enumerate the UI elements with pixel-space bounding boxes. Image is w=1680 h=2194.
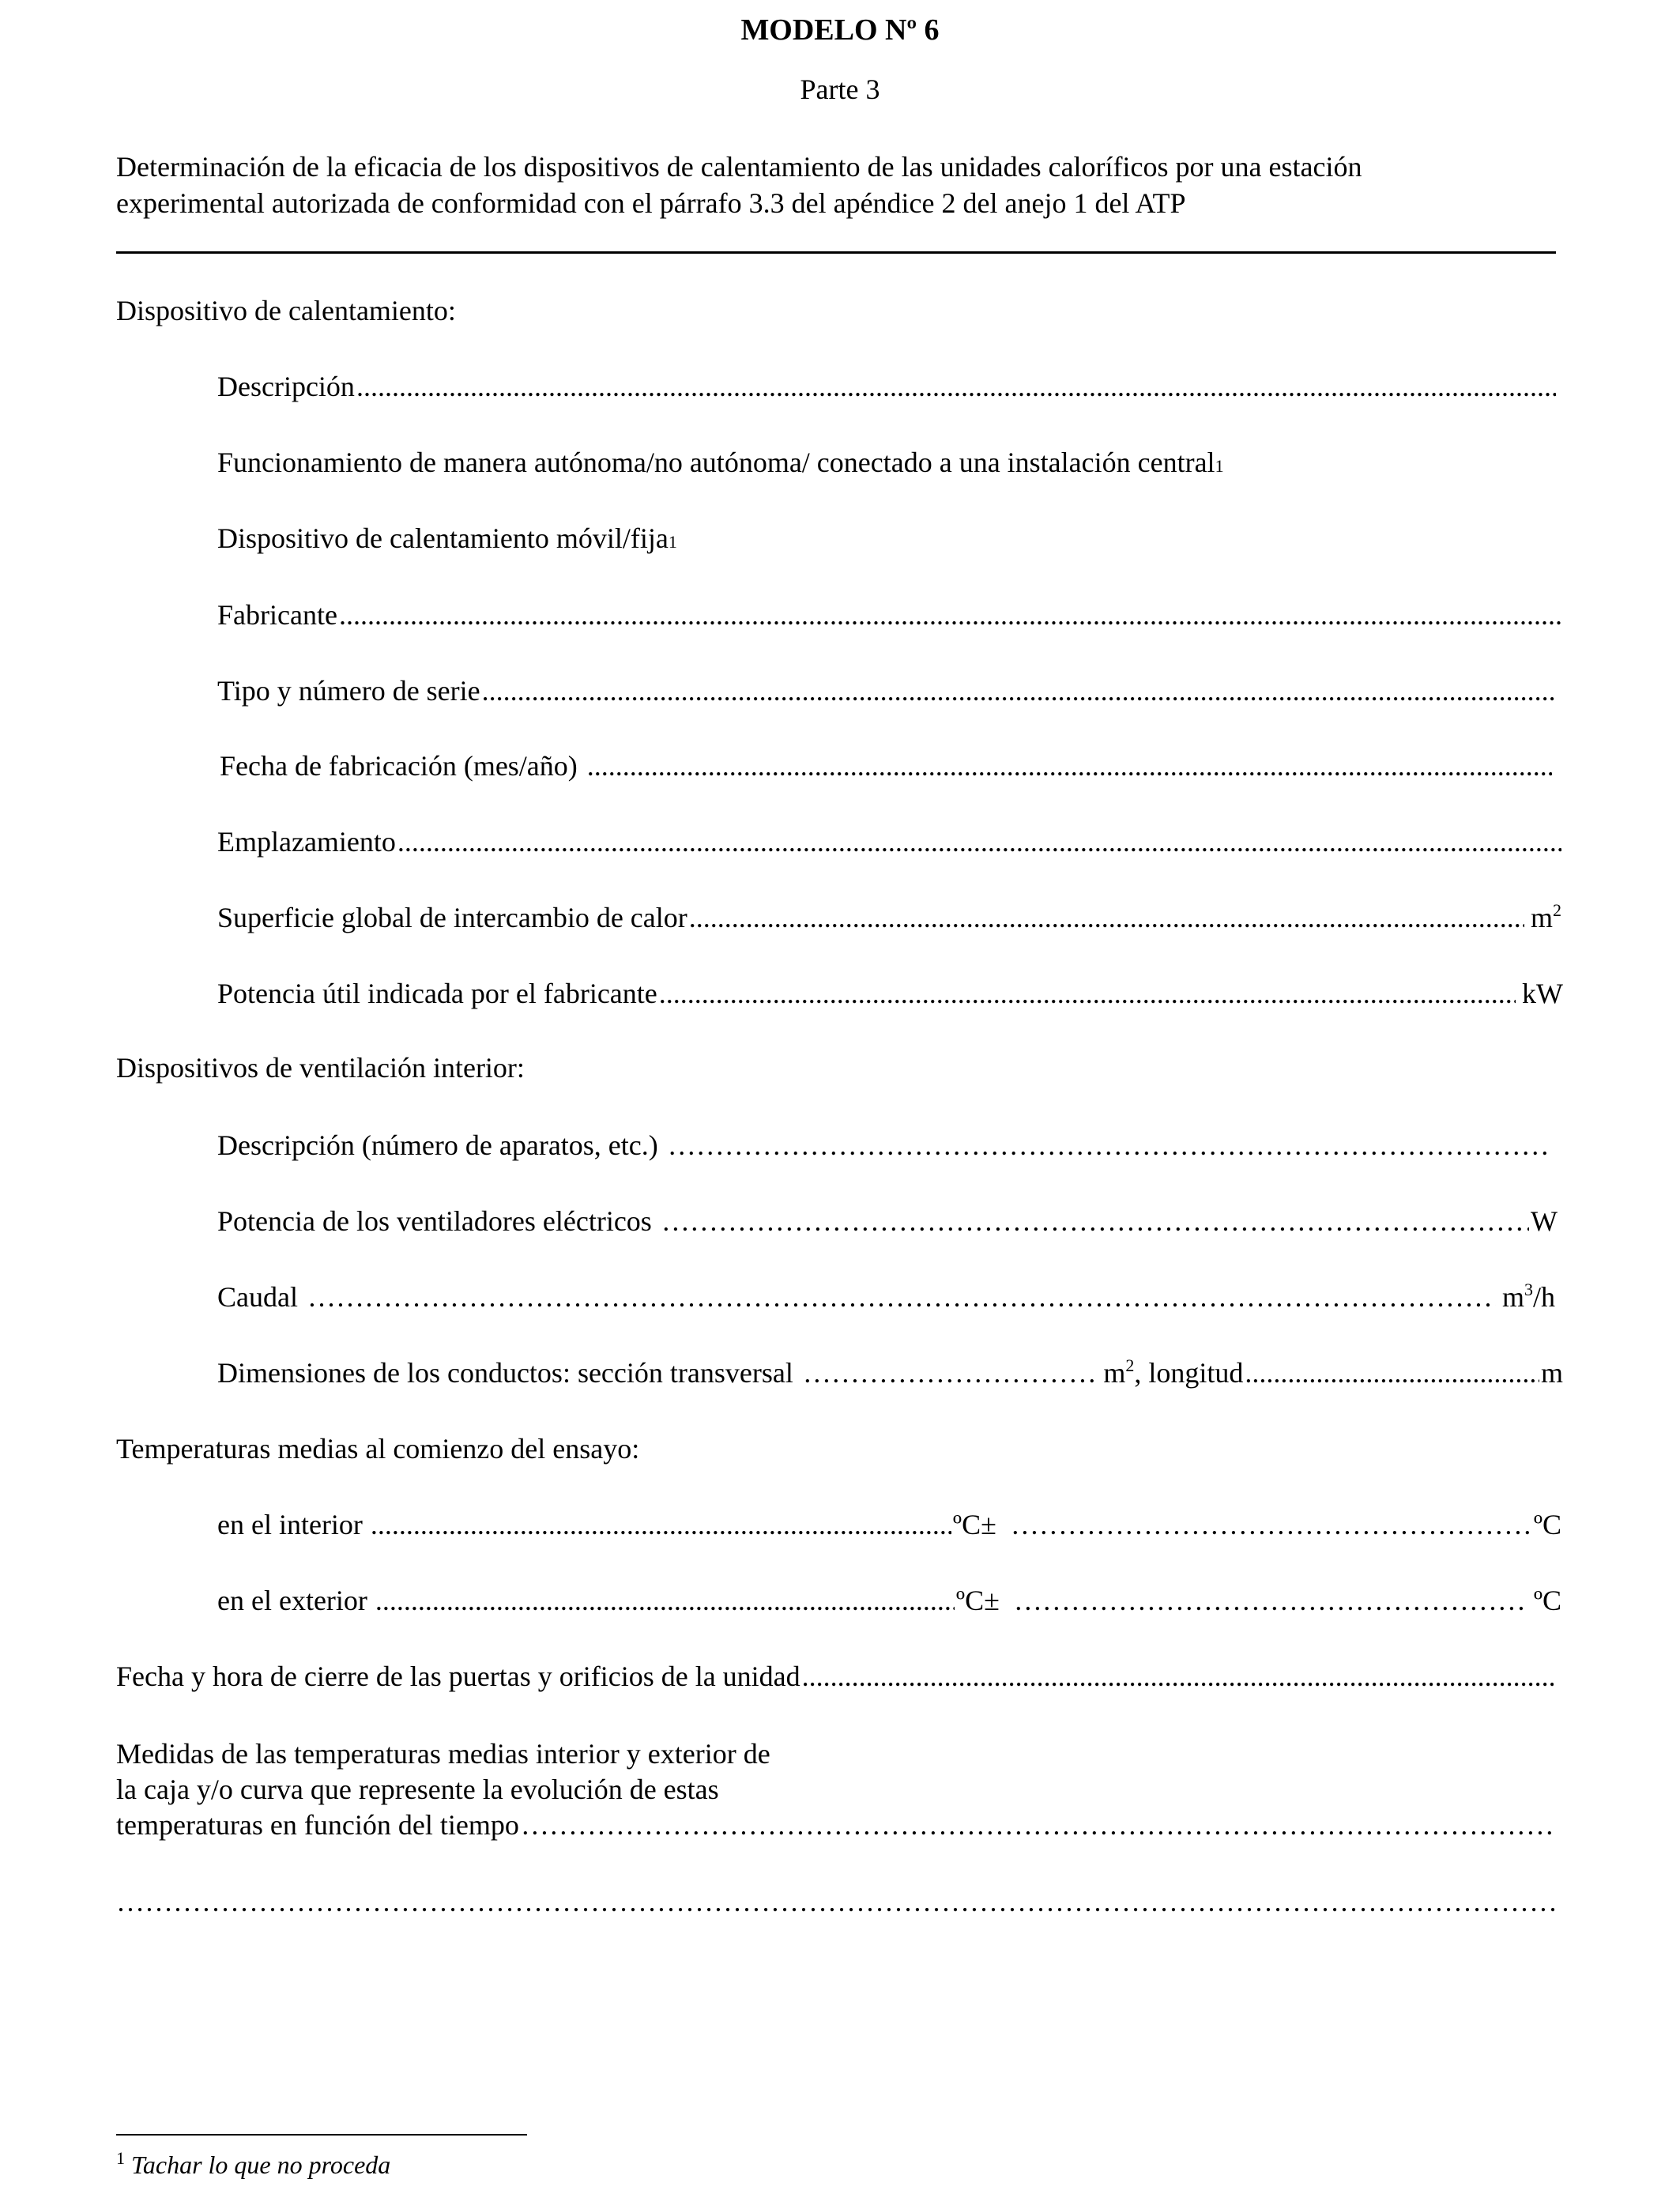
field-label: Superficie global de intercambio de calor bbox=[217, 902, 687, 933]
field-superficie[interactable] bbox=[217, 901, 1561, 941]
fill-dots[interactable] bbox=[587, 749, 1552, 782]
field-label: Fabricante bbox=[217, 599, 337, 631]
unit-m2: $m^2$ bbox=[1103, 1355, 1135, 1389]
field-emplazamiento[interactable] bbox=[217, 825, 1563, 865]
field-cierre[interactable] bbox=[116, 1660, 1555, 1699]
unit-m: m bbox=[1540, 1357, 1563, 1389]
field-movil: Dispositivo de calentamiento móvil/fija 1 bbox=[217, 522, 677, 554]
field-label: Descripción bbox=[217, 371, 355, 402]
fill-dots[interactable] bbox=[482, 674, 1556, 707]
unit-c: ºC bbox=[1533, 1585, 1561, 1616]
field-temp-interior[interactable] bbox=[217, 1508, 1561, 1547]
unit-c: ºC bbox=[1533, 1509, 1561, 1540]
fill-dots-value[interactable] bbox=[375, 1584, 955, 1617]
document-title: MODELO Nº 6 bbox=[740, 13, 940, 47]
unit-kw: kW bbox=[1522, 978, 1563, 1009]
fill-dots-seccion[interactable] bbox=[803, 1356, 1098, 1389]
field-fecha[interactable] bbox=[220, 749, 1554, 789]
footnote-rule bbox=[116, 2134, 527, 2136]
footnote bbox=[116, 2148, 390, 2180]
field-label: Dispositivo de calentamiento móvil/fija bbox=[217, 522, 669, 554]
medidas-line-1: Medidas de las temperaturas medias interior y exterior de bbox=[116, 1738, 770, 1770]
unit-m2: $m^2$ bbox=[1530, 900, 1561, 933]
field-medidas[interactable] bbox=[116, 1736, 1557, 1843]
heating-heading bbox=[116, 294, 456, 334]
header-rule bbox=[116, 251, 1556, 254]
fill-dots[interactable] bbox=[659, 977, 1516, 1010]
field-label: Potencia útil indicada por el fabricante bbox=[217, 978, 657, 1009]
fill-dots[interactable] bbox=[802, 1660, 1554, 1693]
blank-line[interactable] bbox=[116, 1885, 1555, 1924]
temperatures-heading-text: Temperaturas medias al comienzo del ensayo: bbox=[116, 1433, 640, 1465]
field-label: Fecha de fabricación (mes/año) bbox=[220, 750, 578, 782]
ventilation-heading bbox=[116, 1051, 525, 1091]
field-label: temperaturas en función del tiempo bbox=[116, 1809, 519, 1841]
unit-c-pm: ºC± bbox=[952, 1509, 996, 1540]
field-label: Fecha y hora de cierre de las puertas y orificios de la unidad bbox=[116, 1661, 800, 1692]
footnote-mark: 1 bbox=[116, 2148, 125, 2168]
field-label: Caudal bbox=[217, 1281, 298, 1313]
unit-c-pm: ºC± bbox=[955, 1585, 1000, 1616]
field-funcionamiento: Funcionamiento de manera autónoma/no autónoma/ conectado a una instalación central 1 bbox=[217, 447, 1224, 478]
fill-dots[interactable] bbox=[521, 1808, 1555, 1843]
field-label: Dimensiones de los conductos: sección transversal bbox=[217, 1357, 793, 1389]
label-longitud: , longitud bbox=[1134, 1357, 1244, 1389]
fill-dots[interactable] bbox=[339, 598, 1561, 631]
ventilation-heading-text: Dispositivos de ventilación interior: bbox=[116, 1052, 525, 1084]
fill-dots-longitud[interactable] bbox=[1245, 1356, 1539, 1389]
fill-dots[interactable] bbox=[356, 370, 1556, 403]
field-vent-descripcion[interactable] bbox=[217, 1129, 1554, 1168]
intro-line-1: Determinación de la eficacia de los dispositivos de calentamiento de las unidades caloríficos por una estación bbox=[116, 151, 1362, 183]
fill-dots[interactable] bbox=[661, 1204, 1529, 1238]
field-tipo[interactable] bbox=[217, 674, 1558, 714]
field-label: Potencia de los ventiladores eléctricos bbox=[217, 1205, 652, 1237]
fill-dots-tolerance[interactable] bbox=[1011, 1508, 1532, 1541]
field-dimensiones[interactable] bbox=[217, 1356, 1563, 1396]
heating-heading-text: Dispositivo de calentamiento: bbox=[116, 295, 456, 326]
field-label: Funcionamiento de manera autónoma/no autónoma/ conectado a una instalación central bbox=[217, 447, 1215, 478]
fill-dots-tolerance[interactable] bbox=[1014, 1584, 1526, 1617]
field-caudal[interactable] bbox=[217, 1280, 1555, 1320]
field-temp-exterior[interactable] bbox=[217, 1584, 1561, 1623]
document-subtitle: Parte 3 bbox=[800, 74, 880, 105]
intro-line-2: experimental autorizada de conformidad con el párrafo 3.3 del apéndice 2 del anejo 1 del ATP bbox=[116, 187, 1186, 219]
unit-w: W bbox=[1531, 1205, 1558, 1237]
field-descripcion[interactable] bbox=[217, 370, 1558, 409]
unit-m3h: $m^3/h$ bbox=[1501, 1280, 1555, 1313]
field-label: Tipo y número de serie bbox=[217, 675, 480, 707]
fill-dots-value[interactable] bbox=[371, 1508, 951, 1541]
field-label: en el exterior bbox=[217, 1585, 367, 1616]
fill-dots[interactable] bbox=[307, 1280, 1496, 1314]
field-potencia-util[interactable] bbox=[217, 977, 1563, 1016]
intro-paragraph bbox=[116, 149, 1362, 221]
field-label: en el interior bbox=[217, 1509, 363, 1540]
field-fabricante[interactable] bbox=[217, 598, 1563, 638]
medidas-line-3[interactable] bbox=[116, 1808, 1557, 1843]
temperatures-heading bbox=[116, 1432, 639, 1472]
field-vent-potencia[interactable] bbox=[217, 1204, 1558, 1244]
fill-dots[interactable] bbox=[116, 1885, 1555, 1918]
fill-dots[interactable] bbox=[689, 901, 1524, 934]
fill-dots[interactable] bbox=[397, 825, 1561, 858]
field-label: Descripción (número de aparatos, etc.) bbox=[217, 1129, 658, 1161]
field-label: Emplazamiento bbox=[217, 826, 396, 858]
medidas-line-2: la caja y/o curva que represente la evolución de estas bbox=[116, 1774, 719, 1805]
fill-dots[interactable] bbox=[668, 1129, 1552, 1162]
footnote-text: Tachar lo que no proceda bbox=[131, 2151, 391, 2179]
